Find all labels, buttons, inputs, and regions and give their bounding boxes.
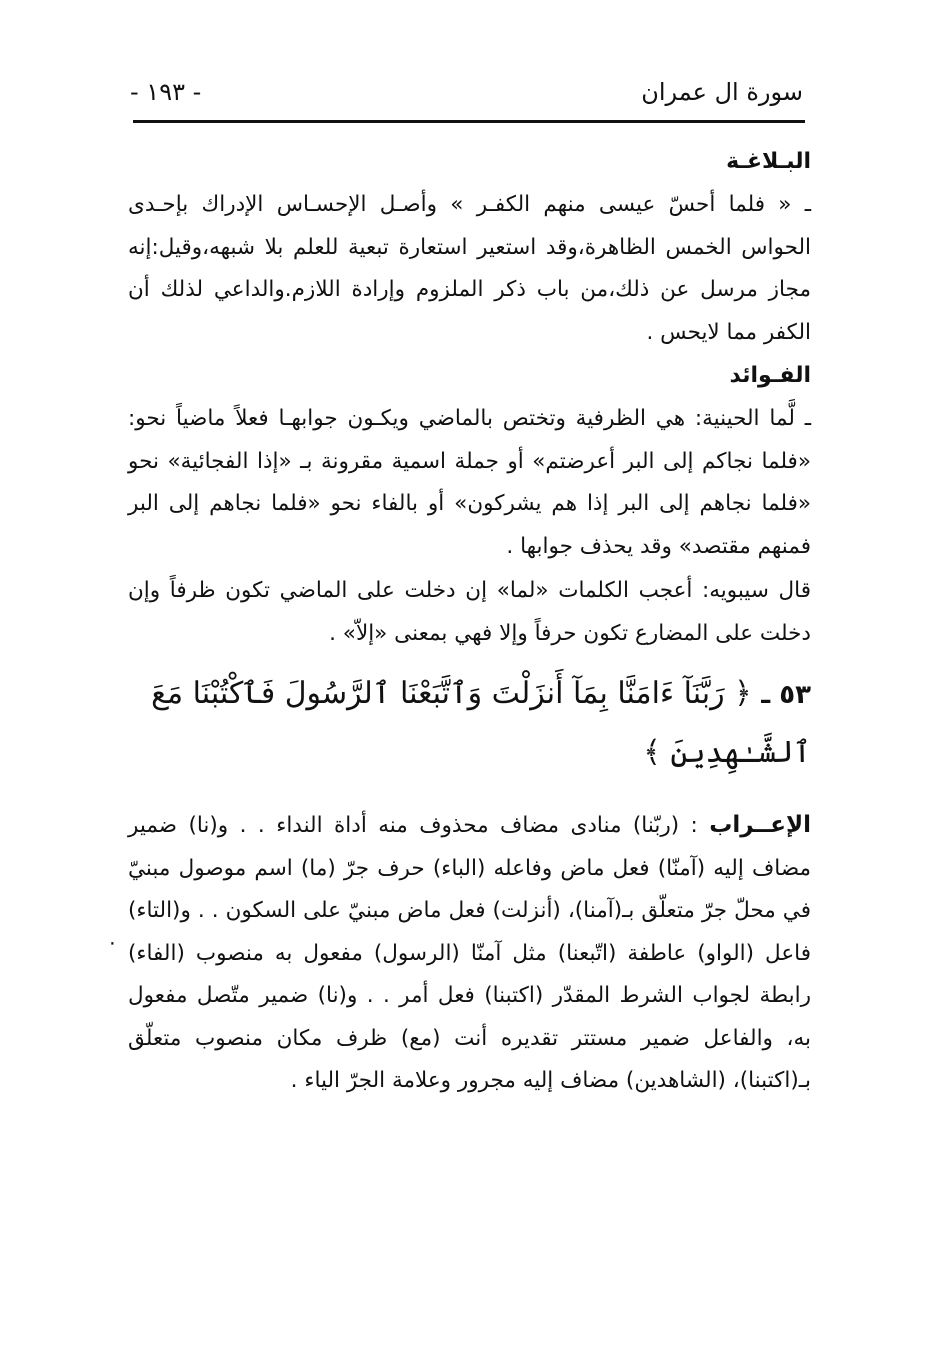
verse-text-2: ٱلشَّـٰهِدِينَ ﴾ [643, 735, 811, 770]
margin-mark: ٠ [107, 930, 118, 954]
verse-number: ٥٣ ـ [761, 680, 811, 710]
header-divider [133, 120, 805, 123]
irab-paragraph [128, 804, 811, 1103]
page-body [128, 140, 811, 1103]
verse-line-1 [128, 665, 811, 724]
page-header [130, 70, 803, 114]
verse-text-1: ﴿ رَبَّنَآ ءَامَنَّا بِمَآ أَنزَلْتَ وَٱتَّبَعْنَا ٱلرَّسُولَ فَٱكْتُبْنَا مَعَ [151, 676, 752, 711]
surah-title: سورة ال عمران [641, 78, 803, 106]
quran-verse [128, 665, 811, 782]
irab-text: : (ربّنا) منادى مضاف محذوف منه أداة النداء . . و(نا) ضمير مضاف إليه (آمنّا) فعل ماض وفاعله (الباء) حرف جرّ (ما) اسم موصول مبنيّ في محلّ جرّ متعلّق بـ(آمنا)، (أنزلت) فعل ماض مبنيّ على السكون . . و(التاء) فاعل (الواو) عاطفة (اتّبعنا) مثل آمنّا (الرسول) مفعول به منصوب (الفاء) رابطة لجواب الشرط المقدّر (اكتبنا) فعل أمر . . و(نا) ضمير متّصل مفعول به، والفاعل ضمير مستتر تقديره أنت (مع) ظرف مكان منصوب متعلّق بـ(اكتبنا)، (الشاهدين) مضاف إليه مجرور وعلامة الجرّ الياء . [128, 813, 811, 1093]
balagha-paragraph: ـ « فلما أحسّ عيسى منهم الكفـر » وأصـل الإحسـاس الإدراك بإحـدى الحواس الخمس الظاهرة،وقد استعير استعارة تبعية للعلم بلا شبهه،وقيل:إنه مجاز مرسل عن ذلك،من باب ذكر الملزوم وإرادة اللازم.والداعي لذلك أن الكفر مما لايحس . [128, 192, 811, 345]
fawaid-paragraph-2: قال سيبويه: أعجب الكلمات «لما» إن دخلت على الماضي تكون ظرفاً وإن دخلت على المضارع تكون حرفاً وإلا فهي بمعنى «إلاّ» . [128, 578, 811, 646]
irab-label: الإعــراب [709, 812, 811, 838]
balagha-heading: البـلاغـة [726, 149, 811, 174]
fawaid-heading: الفـوائد [729, 363, 811, 388]
verse-line-2 [128, 724, 811, 782]
page-number: - ١٩٣ - [130, 78, 202, 106]
fawaid-paragraph-1: ـ لَّما الحينية: هي الظرفية وتختص بالماضي ويكـون جوابهـا فعلاً ماضياً نحو: «فلما نجاكم إلى البر أعرضتم» أو جملة اسمية مقرونة بـ «إذا الفجائية» نحو «فلما نجاهم إلى البر إذا هم يشركون» أو بالفاء نحو «فلما نجاهم إلى البر فمنهم مقتصد» وقد يحذف جوابها . [128, 406, 811, 559]
